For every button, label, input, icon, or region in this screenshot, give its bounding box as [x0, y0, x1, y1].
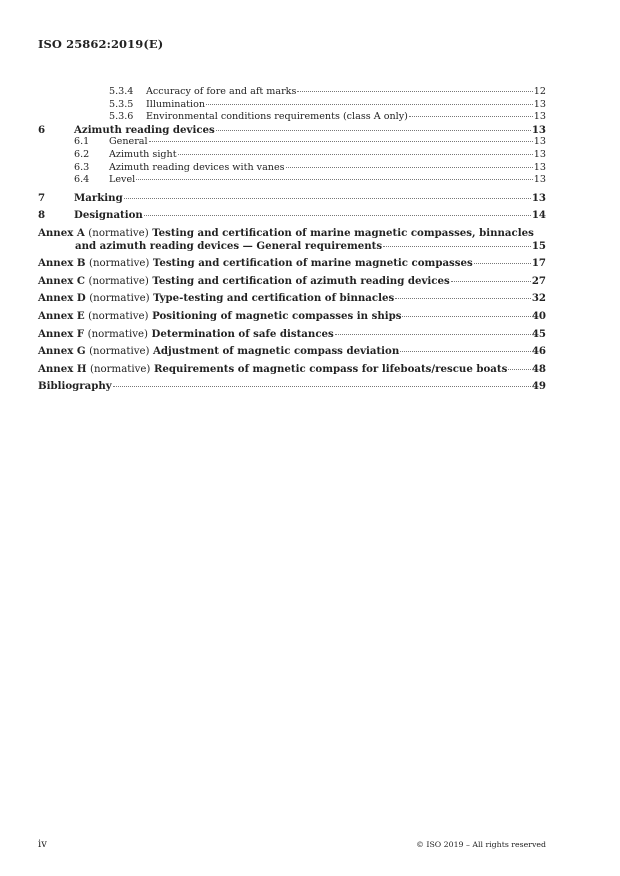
- annex-type: (normative): [88, 227, 149, 239]
- toc-entry-6-1[interactable]: [38, 136, 546, 149]
- annex-title: Requirements of magnetic compass for lifeboats/rescue boats: [153, 362, 508, 375]
- toc-title: Marking: [74, 191, 123, 204]
- toc-number: 6.4: [74, 174, 90, 186]
- toc-number: 6.2: [74, 148, 90, 160]
- toc-entry-5-3-5[interactable]: [38, 99, 546, 112]
- toc-page: 13: [533, 174, 546, 186]
- dot-leader: [206, 104, 533, 105]
- toc-title: Azimuth reading devices with vanes: [109, 161, 285, 173]
- toc-entry-6-4[interactable]: [38, 174, 546, 187]
- dot-leader: [149, 141, 533, 142]
- toc-entry-annex-b[interactable]: [38, 257, 546, 270]
- toc-number: 6.1: [74, 136, 90, 148]
- toc-page: 13: [531, 123, 546, 136]
- annex-type: (normative): [87, 328, 148, 340]
- toc-page: 27: [531, 274, 546, 287]
- page-footer: [38, 839, 546, 850]
- dot-leader: [395, 298, 531, 299]
- toc-page: 15: [531, 239, 546, 252]
- toc-title: Illumination: [146, 98, 206, 110]
- dot-leader: [409, 116, 533, 117]
- dot-leader: [124, 198, 531, 199]
- toc-entry-bibliography[interactable]: [38, 380, 546, 393]
- annex-type: (normative): [89, 293, 150, 305]
- toc-page: 13: [531, 191, 546, 204]
- dot-leader: [113, 386, 531, 387]
- toc-entry-6[interactable]: [38, 124, 546, 137]
- annex-title: Type-testing and certification of binnacles: [153, 292, 395, 305]
- toc-entry-6-2[interactable]: [38, 149, 546, 162]
- dot-leader: [286, 167, 533, 168]
- annex-title: Testing and certification of marine magnetic compasses: [152, 257, 473, 270]
- annex-type: (normative): [88, 310, 149, 322]
- toc-title: General: [109, 136, 148, 148]
- toc-page: 13: [533, 161, 546, 173]
- toc-title: Designation: [74, 209, 143, 222]
- toc-page: 12: [533, 86, 546, 97]
- annex-title-continued: and azimuth reading devices — General requirements: [75, 239, 383, 252]
- toc-page: 32: [531, 292, 546, 305]
- toc-entry-annex-f[interactable]: [38, 328, 546, 341]
- annex-title: Determination of safe distances: [151, 327, 334, 340]
- dot-leader: [335, 334, 531, 335]
- dot-leader: [400, 351, 531, 352]
- toc-entry-annex-h[interactable]: [38, 363, 546, 376]
- annex-title: Testing and certification of marine magnetic compasses, binnacles: [152, 226, 534, 239]
- page-number: iv: [38, 839, 47, 850]
- toc-page: 13: [533, 111, 546, 123]
- table-of-contents: [38, 86, 546, 393]
- toc-title: Accuracy of fore and aft marks: [146, 86, 297, 97]
- annex-label: Annex D: [38, 292, 86, 305]
- annex-label: Annex F: [38, 327, 85, 340]
- document-id-header: ISO 25862:2019(E): [38, 37, 164, 51]
- dot-leader: [216, 130, 531, 131]
- dot-leader: [474, 263, 531, 264]
- toc-entry-annex-a[interactable]: [38, 227, 546, 252]
- toc-entry-6-3[interactable]: [38, 162, 546, 175]
- toc-entry-annex-c[interactable]: [38, 275, 546, 288]
- annex-type: (normative): [88, 275, 149, 287]
- toc-number: 5.3.5: [109, 98, 134, 110]
- dot-leader: [178, 154, 533, 155]
- toc-number: 6.3: [74, 161, 90, 173]
- annex-type: (normative): [89, 346, 150, 358]
- toc-entry-8[interactable]: [38, 209, 546, 222]
- toc-page: 17: [531, 257, 546, 270]
- toc-number: 7: [38, 191, 46, 204]
- annex-title: Positioning of magnetic compasses in ships: [152, 309, 402, 322]
- dot-leader: [136, 179, 533, 180]
- dot-leader: [297, 91, 532, 92]
- toc-title: Bibliography: [38, 380, 112, 393]
- dot-leader: [451, 281, 531, 282]
- toc-entry-annex-g[interactable]: [38, 345, 546, 358]
- dot-leader: [402, 316, 530, 317]
- annex-type: (normative): [88, 258, 150, 270]
- annex-label: Annex A: [38, 226, 85, 239]
- toc-page: 13: [533, 148, 546, 160]
- toc-title: Level: [109, 174, 136, 186]
- annex-title: Adjustment of magnetic compass deviation: [153, 345, 400, 358]
- toc-entry-annex-d[interactable]: [38, 292, 546, 305]
- toc-number: 8: [38, 209, 46, 222]
- toc-page: 13: [533, 136, 546, 148]
- toc-entry-annex-e[interactable]: [38, 310, 546, 323]
- annex-label: Annex G: [38, 345, 86, 358]
- toc-number: 5.3.6: [109, 111, 134, 123]
- toc-title: Azimuth reading devices: [74, 123, 215, 136]
- dot-leader: [383, 246, 531, 247]
- toc-number: 6: [38, 123, 46, 136]
- toc-page: 46: [531, 345, 546, 358]
- annex-label: Annex H: [38, 362, 87, 375]
- annex-label: Annex E: [38, 309, 85, 322]
- annex-label: Annex B: [38, 257, 86, 270]
- toc-entry-5-3-4[interactable]: [38, 86, 546, 99]
- annex-label: Annex C: [38, 274, 85, 287]
- toc-page: 13: [533, 98, 546, 110]
- copyright-notice: © ISO 2019 – All rights reserved: [416, 840, 546, 849]
- dot-leader: [508, 369, 531, 370]
- toc-number: 5.3.4: [109, 86, 134, 97]
- toc-page: 48: [531, 362, 546, 375]
- annex-type: (normative): [90, 363, 151, 375]
- toc-title: Environmental conditions requirements (class A only): [146, 111, 408, 123]
- toc-entry-7[interactable]: [38, 192, 546, 205]
- toc-page: 49: [531, 380, 546, 393]
- toc-page: 14: [531, 209, 546, 222]
- annex-title: Testing and certification of azimuth reading devices: [152, 274, 450, 287]
- toc-title: Azimuth sight: [109, 148, 177, 160]
- toc-page: 45: [531, 327, 546, 340]
- toc-page: 40: [531, 309, 546, 322]
- toc-entry-5-3-6[interactable]: [38, 111, 546, 124]
- dot-leader: [144, 215, 531, 216]
